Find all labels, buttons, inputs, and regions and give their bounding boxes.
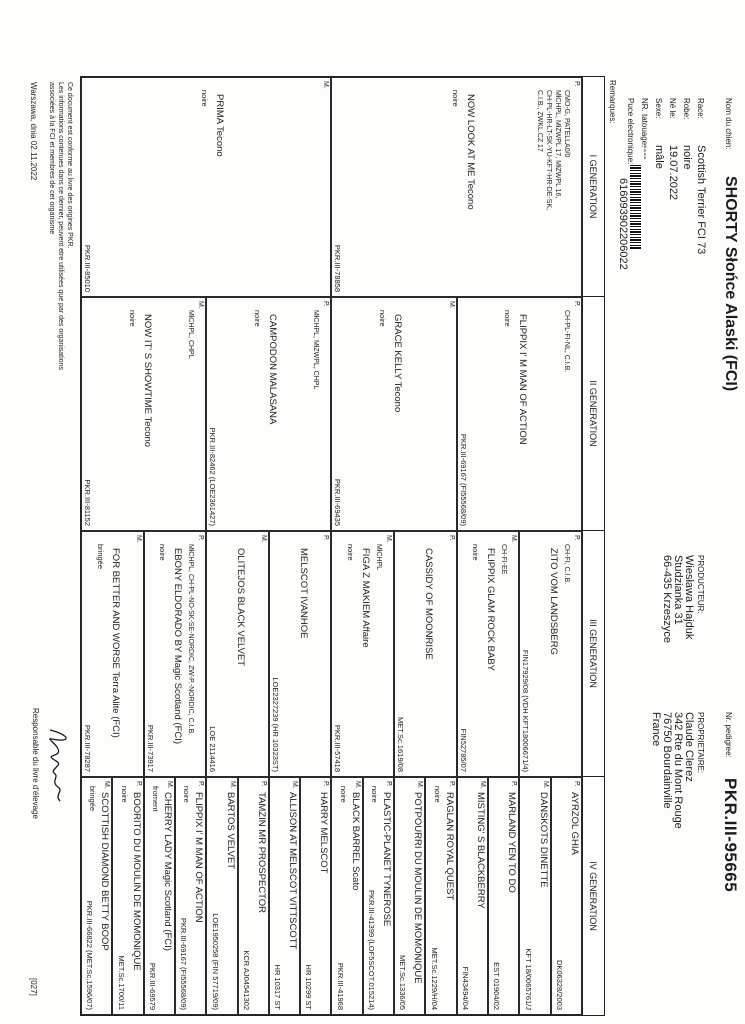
gen4-registration: KFT 18/0065761/J — [523, 948, 533, 1010]
born-value: 19.07.2022 — [667, 145, 679, 201]
born-label: Né le: — [668, 98, 677, 119]
gen1-titles: CMO-G, PATELLA0/0 — [563, 90, 570, 158]
gen4-color: noire — [370, 786, 380, 803]
gen3-name: CASSIDY OF MOONRISE — [422, 548, 434, 660]
gen3-registration: FIN52785/07 — [458, 728, 468, 772]
gen4-cell — [300, 777, 331, 1015]
gen4-registration: LOE1950258 (FIN 57719/09) — [210, 913, 220, 1010]
gen2-name: FLIPPIX I' M MAN OF ACTION — [517, 314, 529, 445]
gen3-titles: MłCHPL, CH-PL-NO-SK-SE-NORDIC, ZW-P.-NORDIC, C.I.B. — [187, 544, 195, 736]
gen4-sex: P. — [134, 781, 142, 787]
gen4-sex: M. — [479, 781, 487, 789]
gen3-color: noire — [471, 544, 481, 561]
gen4-sex: M. — [165, 781, 173, 789]
gen4-cell — [519, 777, 550, 1015]
gen4-cell — [112, 777, 143, 1015]
gen3-sex: M. — [510, 535, 518, 543]
gen4-sex: M. — [291, 781, 299, 789]
owner-line-4: France — [650, 712, 662, 747]
gen1-color: noire — [450, 90, 460, 107]
gen2-color: noire — [252, 310, 262, 327]
gen4-name: DANSKOTS DINETTE — [537, 792, 549, 888]
gen3-registration: MET.Sc.1619/08 — [396, 716, 406, 772]
breeder-label: PRODUCTEUR: — [696, 555, 705, 614]
gen3-name: MELSCOT IVANHOE — [297, 548, 309, 639]
gen4-name: BLACK BARREL Scato — [349, 792, 361, 891]
gen3-sex: M. — [385, 535, 393, 543]
gen3-titles: MłCHPL — [375, 544, 383, 571]
gen3-registration: PKR.III-78287 — [83, 724, 92, 772]
gen4-sex: M. — [541, 781, 549, 789]
gen2-registration: PKR.III-82462 (LOE2361427) — [208, 427, 218, 526]
gen4-registration: PKR.III-69167 (FI55568/09) — [179, 917, 189, 1010]
gen2-titles: CH-PL-FI-NL, C.I.B. — [563, 310, 570, 373]
gen3-cell — [332, 531, 395, 777]
gen3-sex: M. — [134, 535, 142, 543]
gen4-name: FLIPPIX I' M MAN OF ACTION — [193, 792, 205, 923]
owner-line-1: Claude Clerez — [683, 712, 695, 782]
gen4-cell — [206, 777, 237, 1015]
gen4-name: ALLISON AT MELSCOT VITTSCOTT — [287, 792, 299, 950]
gen3-cell — [519, 531, 582, 777]
gen4-sex: P. — [385, 781, 393, 787]
chip-number: 616093902206022 — [617, 178, 629, 270]
handwritten-signature — [40, 725, 80, 805]
gen4-registration: PKR.III-41399 (LOF5SCOT.015214) — [367, 889, 377, 1010]
gen2-color: noire — [127, 310, 137, 327]
gen2-sex: M. — [447, 301, 455, 309]
gen4-sex: M. — [353, 781, 361, 789]
gen2-color: noire — [378, 310, 388, 327]
gen4-name: BARTOS VELVET — [224, 792, 236, 870]
gen3-color: noire — [158, 544, 168, 561]
generation-header-2: II GENERATION — [582, 297, 604, 531]
breeder-line-3: 66-435 Krzeszyce — [661, 555, 673, 644]
gen4-registration: KCR AJ04541302 — [241, 950, 251, 1010]
gen3-registration: PKR.III-73917 — [145, 724, 155, 772]
gen4-cell — [363, 777, 394, 1015]
gen3-sex: P. — [197, 535, 205, 541]
gen4-sex: P. — [259, 781, 267, 787]
disclaimer-line-1: Ce document est conforme au livre des origines PKR. — [66, 82, 73, 249]
gen1-cell — [332, 77, 583, 297]
owner-label: PROPRIETAIRE: — [696, 712, 705, 774]
generation-header-1: I GENERATION — [582, 77, 604, 297]
gen4-name: POTPOURRI DU MOULIN DE MOMONIQUE — [412, 792, 424, 984]
gen3-cell — [394, 531, 457, 777]
gen3-name: FOR BETTER AND WORSE Terra Alite (FCI) — [109, 548, 121, 738]
gen3-cell — [457, 531, 520, 777]
dog-name-label: Nom du chien: — [724, 98, 733, 150]
gen4-name: TAMZIN MR PROSPECTOR — [255, 792, 267, 914]
gen2-sex: P. — [573, 301, 580, 307]
gen4-name: BOORITO DU MOULIN DE MOMONIQUE — [130, 792, 142, 971]
gen2-name: GRACE KELLY Tecono — [392, 314, 404, 413]
gen4-sex: M. — [103, 781, 111, 789]
gen4-color: noire — [119, 786, 129, 803]
gen2-color: noire — [503, 310, 513, 327]
gen4-cell — [394, 777, 425, 1015]
race-label: Race: — [696, 98, 705, 119]
gen4-cell — [425, 777, 456, 1015]
gen2-cell — [206, 297, 331, 531]
tattoo-value: ---- — [639, 145, 651, 160]
gen2-titles: MłCHPL, CHPL — [187, 310, 195, 359]
gen4-name: MARLAND YEN TO DO — [506, 792, 518, 893]
gen4-name: MISTING' S BLACKBERRY — [475, 792, 487, 909]
gen3-cell — [206, 531, 269, 777]
gen1-name: NOW LOOK AT ME Tecono — [464, 94, 476, 210]
gen4-cell — [332, 777, 363, 1015]
gen2-titles: MłCHPL, MłZWPL, CHPL — [312, 310, 320, 390]
chip-barcode — [630, 165, 641, 250]
gen4-color: noire — [338, 786, 348, 803]
gen1-registration: PKR.III-78858 — [333, 244, 343, 292]
gen4-cell — [457, 777, 488, 1015]
tattoo-label: NR. tatouage: — [640, 98, 649, 148]
breeder-line-1: Wiesława Hajduk — [683, 555, 695, 640]
gen3-cell — [269, 531, 332, 777]
disclaimer-line-2: Les informations contenues dans ce dernier, peuvent etre utilisées que par des organisations — [57, 82, 64, 370]
gen4-cell — [175, 777, 206, 1015]
place-date: Warszawa, dnia 02.11.2022 — [29, 82, 38, 181]
gen4-registration: EST 01904/02 — [492, 962, 502, 1010]
gen4-registration: MET.Sc.1336/05 — [398, 954, 408, 1010]
gen4-sex: P. — [510, 781, 518, 787]
dog-name: SHORTY Słońce Alaski (FCI) — [722, 176, 739, 392]
gen4-sex: P. — [447, 781, 455, 787]
pedigree-table — [80, 76, 605, 1016]
gen4-registration: HR 10317 ST — [273, 964, 283, 1010]
gen2-registration: PKR.III-69167 (FI55568/09) — [458, 433, 468, 526]
robe-label: Robe: — [682, 98, 691, 120]
gen3-cell — [81, 531, 144, 777]
gen4-registration: PKR.III-66822 (MET.Sc.1596/07) — [85, 900, 95, 1010]
pedigree-number-label: Nr. pedigree: — [724, 712, 733, 758]
gen3-registration: LOE2327239 (HR 10323ST) — [270, 677, 280, 772]
gen3-color: bringée — [95, 544, 105, 570]
owner-line-3: 76750 Bourdainville — [661, 712, 673, 809]
gen3-sex: P. — [447, 535, 455, 541]
gen4-registration: PKR.III-69579 — [147, 962, 157, 1010]
gen4-sex: M. — [228, 781, 236, 789]
sex-value: mâle — [653, 145, 665, 169]
gen4-name: CHERRY LADY Magic Scotland (FCI) — [161, 792, 173, 951]
owner-line-2: 342 Rte du Mont Rouge — [672, 712, 684, 829]
disclaimer-line-3: associées à la FCI et membres de cet organisme — [48, 82, 55, 235]
gen1-registration: PKR.III-85010 — [83, 244, 92, 292]
gen3-name: FLIPPIX GLAM ROCK BABY — [485, 548, 497, 672]
generation-header-3: III GENERATION — [582, 531, 604, 777]
gen4-cell — [551, 777, 582, 1015]
gen4-cell — [488, 777, 519, 1015]
gen3-sex: M. — [259, 535, 267, 543]
remarks-label: Remarques: — [608, 80, 617, 124]
chip-label: Puce electronique: — [626, 98, 635, 165]
gen4-name: PLASTIC-PLANET TYNEROSE — [381, 792, 393, 927]
gen3-name: ZITO VOM LANDSBERG — [548, 548, 560, 655]
gen1-titles: C.I.B., ZWKL.CZ 17 — [536, 90, 543, 152]
gen4-name: AYRZOL GHIA — [569, 792, 580, 855]
pedigree-number: PKR.III-95665 — [721, 778, 740, 893]
gen3-name: FIGA Z MAKIEM Affaire — [360, 548, 372, 648]
gen2-sex: P. — [322, 301, 330, 307]
gen2-cell — [457, 297, 582, 531]
gen3-registration: FIN17929/08 (VDH KFT18006671/4) — [521, 649, 531, 772]
robe-value: noire — [681, 145, 693, 170]
generation-header-4: IV GENERATION — [582, 777, 604, 1015]
gen3-name: EBONY ELDORADO BY Magic Scotland (FCI) — [172, 548, 184, 745]
gen4-sex: P. — [573, 781, 580, 787]
gen2-cell — [332, 297, 457, 531]
gen4-sex: P. — [197, 781, 205, 787]
gen3-cell — [144, 531, 207, 777]
signature-caption: Responsable du livre d'élevage — [31, 708, 40, 819]
gen1-cell — [81, 77, 332, 297]
gen1-titles: MłCHPL, MłZWPL 17, MłZWPL 16, — [554, 90, 561, 199]
sex-label: Sexe: — [654, 98, 663, 119]
gen3-name: OLITEJOS BLACK VELVET — [234, 548, 246, 667]
gen2-cell — [81, 297, 206, 531]
page-reference: [027] — [29, 978, 38, 996]
gen4-color: noire — [432, 786, 442, 803]
gen1-sex: P. — [573, 81, 580, 87]
gen3-sex: P. — [322, 535, 330, 541]
gen3-titles: CH-FI, C.I.B. — [563, 544, 570, 585]
gen3-color: noire — [346, 544, 356, 561]
gen4-cell — [269, 777, 300, 1015]
gen4-name: HARRY MELSCOT — [318, 792, 330, 874]
gen1-titles: CH-PL-HR-LT-SK-YU-KFT-HR-DE-SK, — [545, 90, 552, 211]
gen4-name: RAGLAN ROYAL QUEST — [443, 792, 455, 901]
gen4-sex: P. — [322, 781, 330, 787]
gen4-color: noire — [182, 786, 192, 803]
gen4-registration: MET.Sc.1700/11 — [116, 955, 126, 1010]
gen2-registration: PKR.III-69435 — [333, 478, 343, 526]
gen2-registration: PKR.III-81152 — [83, 479, 92, 526]
gen2-sex: M. — [197, 301, 205, 309]
gen4-color: froment — [150, 786, 160, 812]
gen4-cell — [144, 777, 175, 1015]
gen1-name: PRIMA Tecono — [214, 94, 226, 157]
gen4-name: SCOTTISH DIAMOND BETTY BOOP — [99, 792, 111, 951]
gen3-registration: LOE 2114416 — [208, 726, 218, 772]
breeder-line-2: Studzianka 31 — [672, 555, 684, 625]
gen4-cell — [81, 777, 112, 1015]
gen3-sex: P. — [573, 535, 580, 541]
gen1-sex: M. — [322, 81, 330, 89]
gen2-name: NOW IT' S SHOWTIME Tecono — [141, 314, 153, 448]
gen4-registration: MET.Sc.1229/H/04 — [429, 947, 439, 1010]
gen4-cell — [238, 777, 269, 1015]
gen3-titles: CH-FI-EE — [500, 544, 508, 575]
gen3-registration: PKR.III-57418 — [333, 724, 343, 772]
race-value: Scottish Terrier FCI 73 — [695, 145, 707, 255]
gen4-color: bringée — [88, 786, 98, 812]
gen4-registration: DK06328/2003 — [555, 959, 564, 1010]
gen2-name: CAMPODON MALASANA — [266, 314, 278, 425]
gen4-registration: PKR.III-41968 — [335, 962, 345, 1010]
gen4-registration: FIN43494/04 — [461, 966, 471, 1010]
gen4-sex: M. — [416, 781, 424, 789]
gen1-color: noire — [200, 90, 210, 107]
gen4-registration: HR 10299 ST — [304, 964, 314, 1010]
